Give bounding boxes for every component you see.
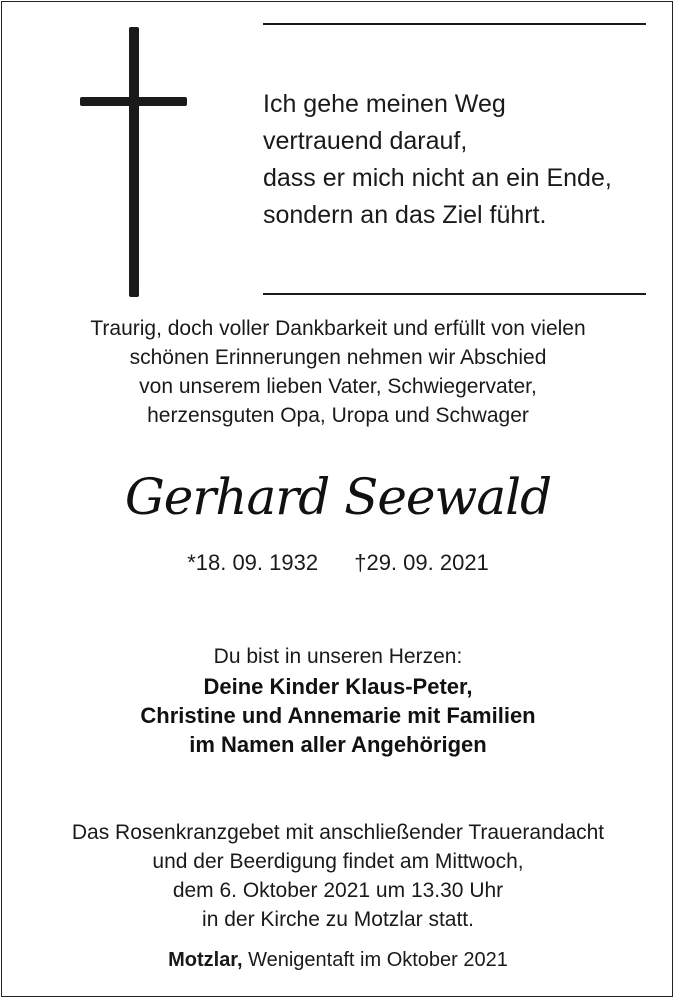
- footer-text: Wenigentaft im Oktober 2021: [242, 949, 508, 971]
- service-line: und der Beerdigung findet am Mittwoch,: [152, 850, 524, 873]
- verse-line: dass er mich nicht an ein Ende,: [263, 164, 612, 192]
- mourners-line: Christine und Annemarie mit Familien: [140, 703, 536, 728]
- birth-date: *18. 09. 1932: [187, 550, 319, 575]
- intro-line: herzensguten Opa, Uropa und Schwager: [147, 404, 529, 427]
- intro-line: von unserem lieben Vater, Schwiegervater,: [139, 375, 537, 398]
- intro-text: [0, 314, 676, 430]
- verse-line: sondern an das Ziel führt.: [263, 201, 547, 229]
- service-line: Das Rosenkranzgebet mit anschließender Trauerandacht: [71, 821, 605, 844]
- deceased-name: Gerhard Seewald: [124, 468, 552, 526]
- footer: [0, 946, 676, 974]
- service-line: dem 6. Oktober 2021 um 13.30 Uhr: [172, 879, 504, 902]
- intro-line: Traurig, doch voller Dankbarkeit und erfüllt von vielen: [90, 317, 586, 340]
- divider-bottom: [263, 293, 646, 295]
- death-date: †29. 09. 2021: [354, 550, 489, 575]
- verse-line: Ich gehe meinen Weg: [263, 90, 506, 118]
- mourners-line: Deine Kinder Klaus-Peter,: [203, 674, 473, 699]
- mourners-line: im Namen aller Angehörigen: [189, 732, 487, 757]
- verse: [263, 86, 663, 234]
- divider-top: [263, 23, 646, 25]
- verse-line: vertrauend darauf,: [263, 127, 468, 155]
- life-dates: [0, 548, 676, 578]
- intro-line: schönen Erinnerungen nehmen wir Abschied: [129, 346, 547, 369]
- mourners-lead: Du bist in unseren Herzen:: [213, 645, 463, 668]
- mourners-names: [0, 672, 676, 759]
- footer-place: Motzlar,: [168, 949, 243, 971]
- service-line: in der Kirche zu Motzlar statt.: [202, 908, 474, 931]
- service-info: [0, 818, 676, 934]
